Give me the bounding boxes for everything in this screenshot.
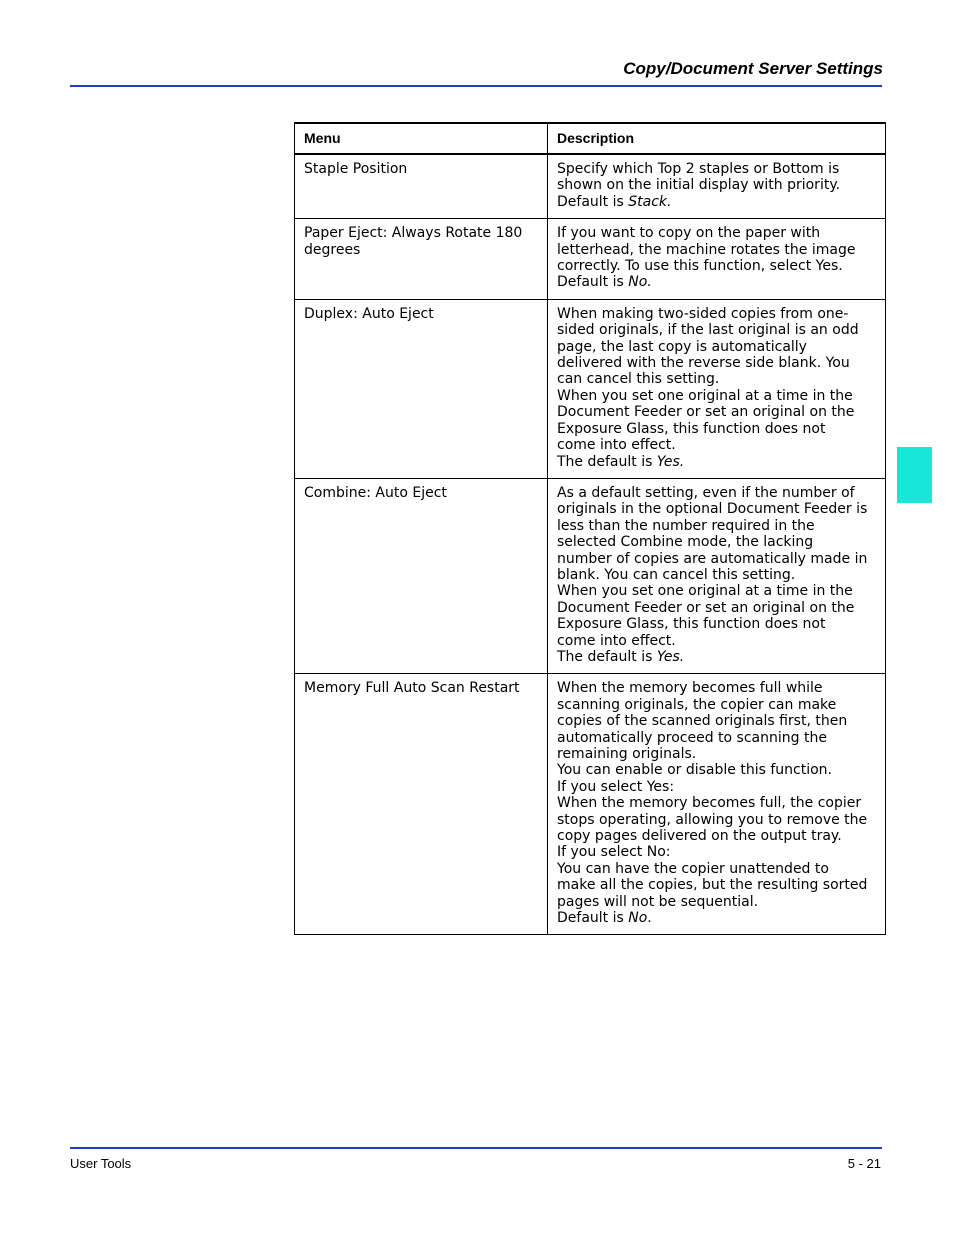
description-line: When making two-sided copies from one- bbox=[557, 305, 849, 322]
table-body bbox=[295, 154, 886, 935]
page-title: Copy/Document Server Settings bbox=[623, 59, 883, 78]
description-line: sided originals, if the last original is an odd bbox=[557, 322, 859, 339]
menu-item-description bbox=[548, 154, 886, 219]
description-line: Document Feeder or set an original on the bbox=[557, 404, 855, 421]
description-line: can cancel this setting. bbox=[557, 371, 720, 388]
description-line: As a default setting, even if the number of bbox=[557, 484, 855, 501]
column-header-menu: Menu bbox=[295, 123, 548, 154]
description-line: letterhead, the machine rotates the image bbox=[557, 241, 856, 258]
description-line: come into effect. bbox=[557, 437, 676, 454]
description-line: copies of the scanned originals first, then bbox=[557, 713, 848, 730]
description-line: When you set one original at a time in the bbox=[557, 583, 853, 600]
description-line: correctly. To use this function, select Yes. bbox=[557, 258, 843, 275]
description-line: The default is Yes. bbox=[557, 648, 685, 665]
description-line: Exposure Glass, this function does not bbox=[557, 616, 826, 633]
footer-section-name: User Tools bbox=[70, 1156, 132, 1171]
footer-rule bbox=[70, 1147, 882, 1149]
menu-item-description bbox=[548, 674, 886, 935]
menu-item-name: Staple Position bbox=[295, 154, 548, 219]
description-line: less than the number required in the bbox=[557, 517, 815, 534]
menu-item-description bbox=[548, 219, 886, 300]
description-line: Default is No. bbox=[557, 274, 652, 291]
description-line: Document Feeder or set an original on the bbox=[557, 599, 855, 616]
header-rule bbox=[70, 85, 882, 87]
description-line: remaining originals. bbox=[557, 746, 697, 762]
default-value: No. bbox=[628, 274, 652, 291]
default-value: Yes. bbox=[656, 453, 685, 470]
table-header-row bbox=[295, 123, 886, 154]
description-line: come into effect. bbox=[557, 632, 676, 649]
description-line: shown on the initial display with priority. bbox=[557, 177, 841, 194]
table-row bbox=[295, 299, 886, 478]
menu-item-name: Paper Eject: Always Rotate 180 degrees bbox=[295, 219, 548, 300]
description-line: originals in the optional Document Feeder is bbox=[557, 501, 868, 518]
description-line: automatically proceed to scanning the bbox=[557, 729, 827, 746]
menu-item-name: Duplex: Auto Eject bbox=[295, 299, 548, 478]
section-tab-marker bbox=[897, 447, 932, 503]
table-row bbox=[295, 478, 886, 673]
description-line: Exposure Glass, this function does not bbox=[557, 420, 826, 437]
menu-item-name: Combine: Auto Eject bbox=[295, 478, 548, 673]
description-line: Specify which Top 2 staples or Bottom is bbox=[557, 161, 840, 177]
table-row bbox=[295, 219, 886, 300]
table-row bbox=[295, 674, 886, 935]
description-line: scanning originals, the copier can make bbox=[557, 696, 837, 713]
description-line: pages will not be sequential. bbox=[557, 893, 759, 910]
description-line: stops operating, allowing you to remove the bbox=[557, 811, 868, 828]
description-line: number of copies are automatically made in bbox=[557, 550, 868, 567]
description-line: When the memory becomes full, the copier bbox=[557, 795, 862, 812]
default-value: Stack. bbox=[628, 193, 672, 210]
menu-item-description bbox=[548, 478, 886, 673]
column-header-description: Description bbox=[548, 123, 886, 154]
description-line: When you set one original at a time in the bbox=[557, 387, 853, 404]
description-line: You can enable or disable this function. bbox=[557, 762, 832, 779]
description-line: You can have the copier unattended to bbox=[557, 860, 829, 877]
description-line: copy pages delivered on the output tray. bbox=[557, 828, 842, 845]
description-line: If you select No: bbox=[557, 844, 671, 861]
description-line: The default is Yes. bbox=[557, 453, 685, 470]
description-line: page, the last copy is automatically bbox=[557, 338, 807, 355]
description-line: selected Combine mode, the lacking bbox=[557, 534, 814, 551]
description-line: If you want to copy on the paper with bbox=[557, 225, 821, 242]
description-line: make all the copies, but the resulting sorted bbox=[557, 877, 868, 894]
menu-item-description bbox=[548, 299, 886, 478]
menu-item-name: Memory Full Auto Scan Restart bbox=[295, 674, 548, 935]
description-line: blank. You can cancel this setting. bbox=[557, 566, 796, 583]
settings-table bbox=[294, 122, 886, 935]
description-line: delivered with the reverse side blank. You bbox=[557, 355, 850, 372]
default-value: No bbox=[628, 910, 648, 927]
default-value: Yes. bbox=[656, 648, 685, 665]
table-row bbox=[295, 154, 886, 219]
description-line: When the memory becomes full while bbox=[557, 680, 823, 697]
description-line: If you select Yes: bbox=[557, 778, 675, 795]
description-line: Default is No. bbox=[557, 910, 652, 927]
description-line: Default is Stack. bbox=[557, 193, 672, 210]
page-number: 5 - 21 bbox=[847, 1156, 881, 1171]
